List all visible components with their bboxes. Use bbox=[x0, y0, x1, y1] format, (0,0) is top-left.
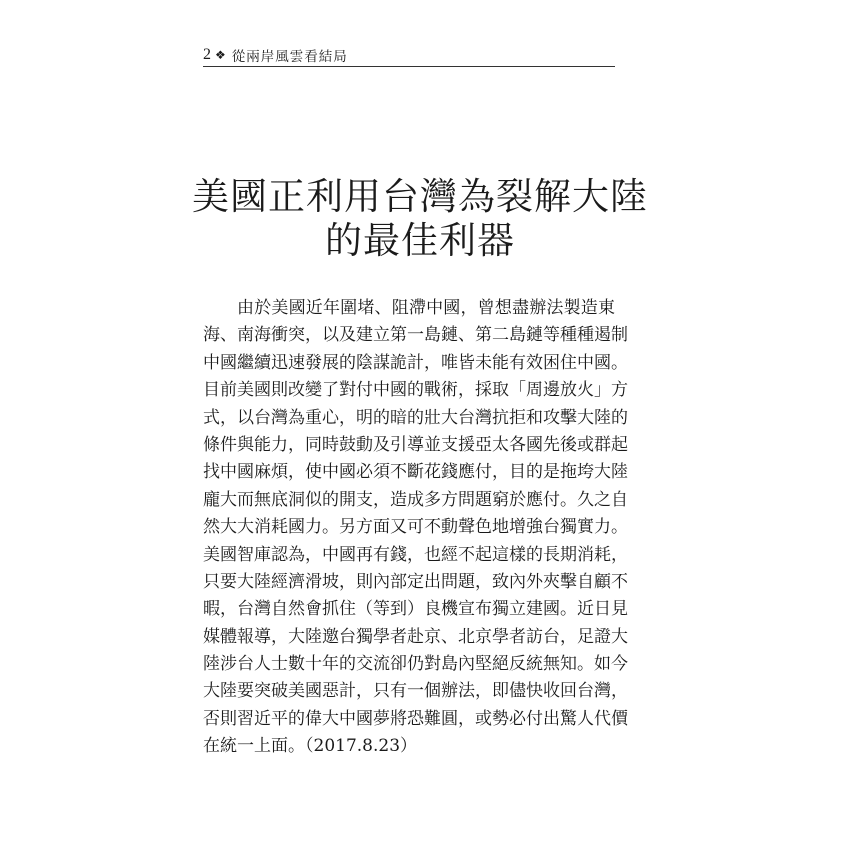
page-number: 2 bbox=[203, 46, 211, 63]
article-title-line: 的最佳利器 bbox=[325, 218, 515, 262]
article-title bbox=[190, 175, 650, 263]
body-line: 式，以台灣為重心，明的暗的壯大台灣抗拒和攻擊大陸的 bbox=[203, 407, 628, 428]
body-line: 陸涉台人士數十年的交流卻仍對島內堅絕反統無知。如今 bbox=[203, 654, 628, 675]
body-line: 否則習近平的偉大中國夢將恐難圓，或勢必付出驚人代價 bbox=[203, 708, 628, 729]
body-line: 中國繼續迅速發展的陰謀詭計，唯皆未能有效困住中國。 bbox=[203, 352, 628, 373]
body-line: 大陸要突破美國惡計，只有一個辦法，即儘快收回台灣， bbox=[203, 681, 628, 702]
body-line: 然大大消耗國力。另方面又可不動聲色地增強台獨實力。 bbox=[203, 517, 628, 538]
header-rule bbox=[203, 66, 615, 67]
body-line: 龐大而無底洞似的開支，造成多方問題窮於應付。久之自 bbox=[203, 489, 628, 510]
book-title: 從兩岸風雲看結局 bbox=[231, 49, 348, 65]
article-title-line: 美國正利用台灣為裂解大陸 bbox=[192, 174, 648, 218]
body-line: 目前美國則改變了對付中國的戰術，採取「周邊放火」方 bbox=[203, 380, 628, 401]
body-line: 只要大陸經濟滑坡，則內部定出問題，致內外夾擊自顧不 bbox=[203, 571, 628, 592]
body-line: 由於美國近年圍堵、阻滯中國，曾想盡辦法製造東 bbox=[237, 298, 615, 318]
body-line: 海、南海衝突，以及建立第一島鏈、第二島鏈等種種遏制 bbox=[203, 325, 628, 346]
running-header bbox=[203, 44, 615, 66]
ornament-icon: ❖ bbox=[215, 48, 226, 62]
article-body bbox=[203, 295, 628, 761]
body-line: 找中國麻煩，使中國必須不斷花錢應付，目的是拖垮大陸 bbox=[203, 462, 628, 483]
body-line: 美國智庫認為，中國再有錢，也經不起這樣的長期消耗， bbox=[203, 544, 628, 565]
body-line: 媒體報導，大陸邀台獨學者赴京、北京學者訪台，足證大 bbox=[203, 626, 628, 647]
body-line: 在統一上面。（2017.8.23） bbox=[203, 736, 418, 757]
body-line: 暇，台灣自然會抓住（等到）良機宣布獨立建國。近日見 bbox=[203, 599, 628, 620]
body-line: 條件與能力，同時鼓動及引導並支援亞太各國先後或群起 bbox=[203, 434, 628, 455]
